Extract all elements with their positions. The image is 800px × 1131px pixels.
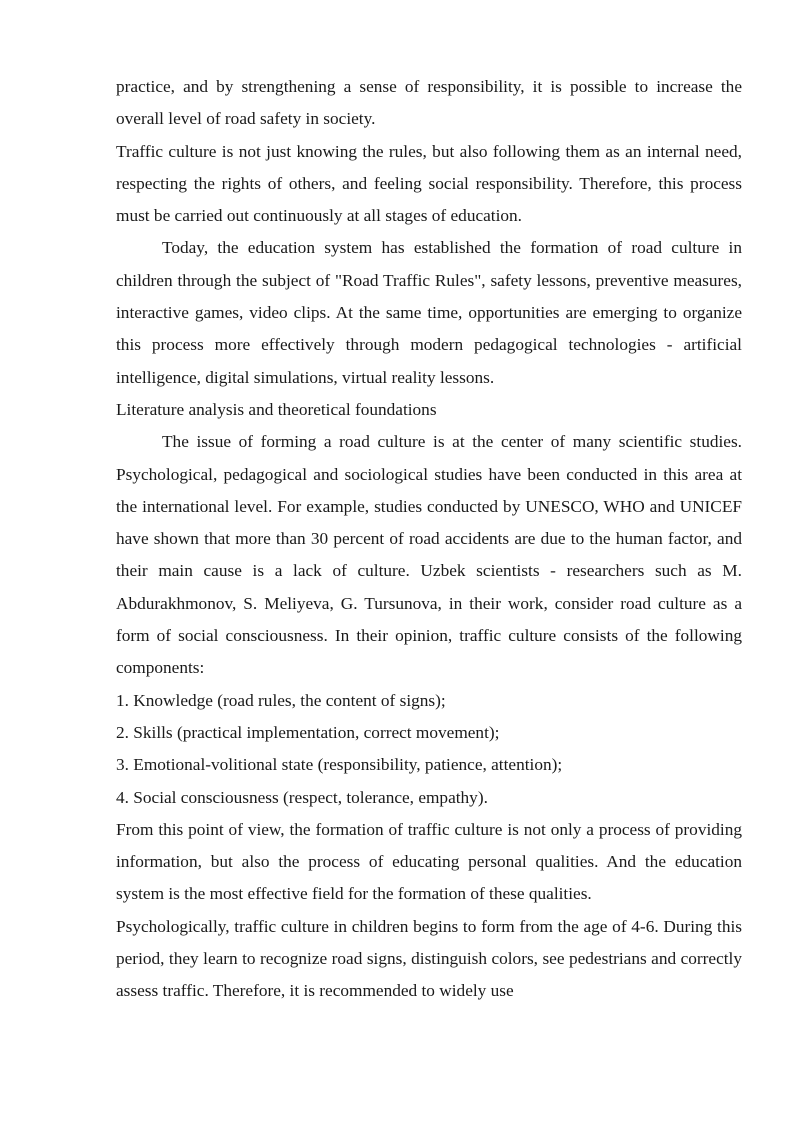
list-item: 4. Social consciousness (respect, tolerance, empathy). — [116, 787, 488, 807]
list-item: 1. Knowledge (road rules, the content of signs); — [116, 690, 446, 710]
paragraph-literature-analysis: The issue of forming a road culture is at the center of many scientific studies. Psychological, pedagogical and sociological studies have been conducted in this area at the international level. For example, studies conducted by UNESCO, WHO and UNICEF have shown that more than 30 percent of road accidents are due to the human factor, and their main cause is a lack of culture. Uzbek scientists - researchers such as M. Abdurakhmonov, S. Meliyeva, G. Tursunova, in their work, consider road culture as a form of social consciousness. In their opinion, traffic culture consists of the following components: — [116, 432, 742, 678]
paragraph-intro-continuation: practice, and by strengthening a sense of responsibility, it is possible to increase the overall level of road safety in society. — [116, 77, 742, 129]
paragraph-education-system: Today, the education system has established the formation of road culture in children through the subject of "Road Traffic Rules", safety lessons, preventive measures, interactive games, video clips. At the same time, opportunities are emerging to organize this process more effectively through modern pedagogical technologies - artificial intelligence, digital simulations, virtual reality lessons. — [116, 238, 742, 387]
section-heading: Literature analysis and theoretical foundations — [116, 399, 437, 419]
list-item: 2. Skills (practical implementation, correct movement); — [116, 722, 500, 742]
paragraph-traffic-culture-definition: Traffic culture is not just knowing the rules, but also following them as an internal need, respecting the rights of others, and feeling social responsibility. Therefore, this process must be carried out continuously at all stages of education. — [116, 141, 742, 226]
paragraph-psychological-formation: Psychologically, traffic culture in children begins to form from the age of 4-6. During this period, they learn to recognize road signs, distinguish colors, see pedestrians and correctly assess traffic. Therefore, it is recommended to widely use — [116, 916, 742, 1001]
components-list — [116, 685, 742, 814]
paragraph-point-of-view: From this point of view, the formation of traffic culture is not only a process of providing information, but also the process of educating personal qualities. And the education system is the most effective field for the formation of these qualities. — [116, 819, 742, 904]
list-item: 3. Emotional-volitional state (responsibility, patience, attention); — [116, 755, 563, 775]
document-page — [116, 71, 742, 1008]
